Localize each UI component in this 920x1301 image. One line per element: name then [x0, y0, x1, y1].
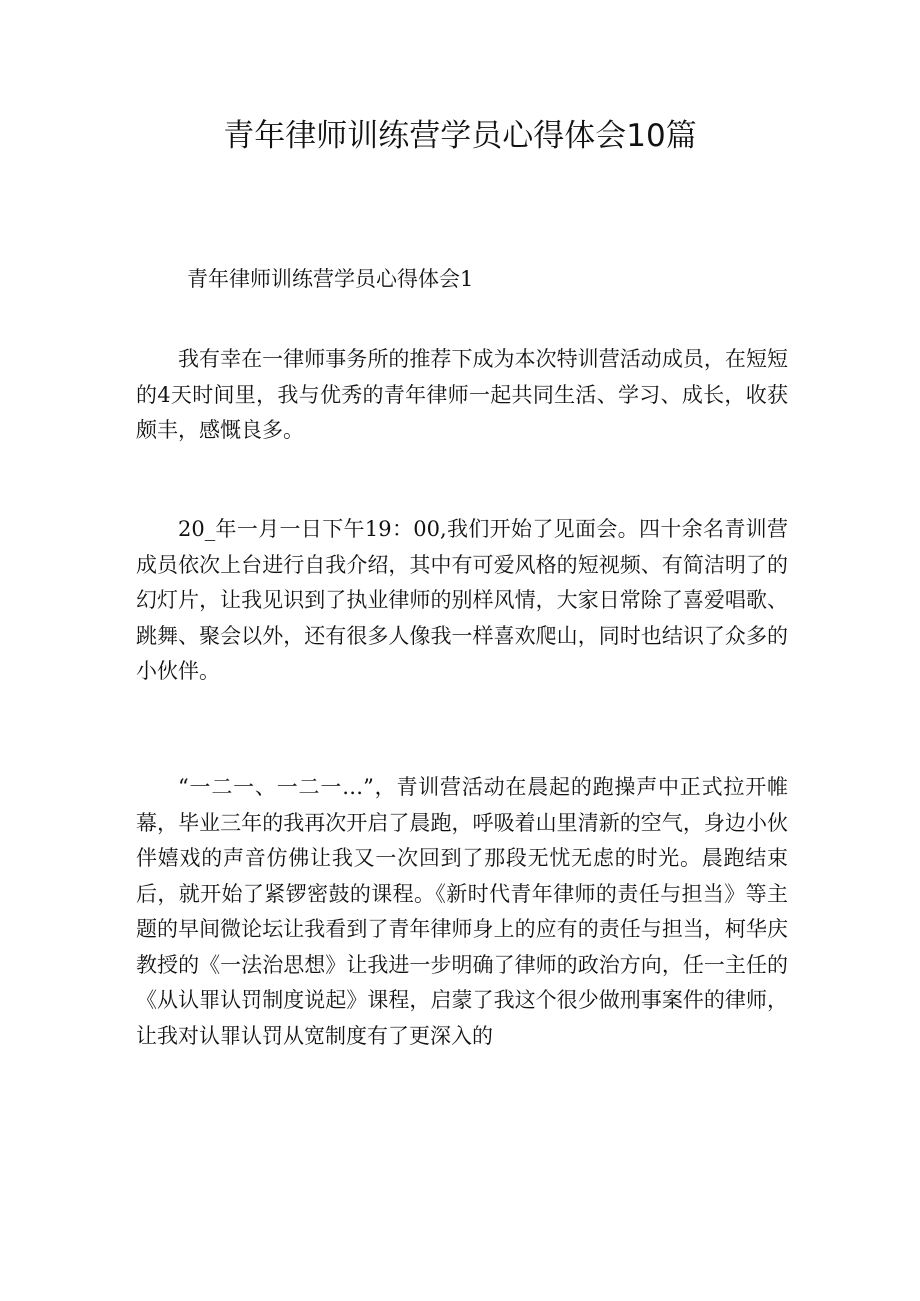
document-title: 青年律师训练营学员心得体会10篇: [223, 118, 697, 154]
paragraph-3: “一二一、一二一…”，青训营活动在晨起的跑操声中正式拉开帷幕，毕业三年的我再次开启了晨跑，呼吸着山里清新的空气，身边小伙伴嬉戏的声音仿佛让我又一次回到了那段无忧无虑的时光。晨跑结束后，就开始了紧锣密鼓的课程。《新时代青年律师的责任与担当》等主题的早间微论坛让我看到了青年律师身上的应有的责任与担当，柯华庆教授的《一法治思想》让我进一步明确了律师的政治方向，任一主任的《从认罪认罚制度说起》课程，启蒙了我这个很少做刑事案件的律师，让我对认罪认罚从宽制度有了更深入的: [136, 775, 788, 1048]
section-heading: 青年律师训练营学员心得体会1: [187, 267, 474, 291]
paragraph-2: 20_年一月一日下午19：00,我们开始了见面会。四十余名青训营成员依次上台进行自我介绍，其中有可爱风格的短视频、有简洁明了的幻灯片，让我见识到了执业律师的别样风情，大家日常除了喜爱唱歌、跳舞、聚会以外，还有很多人像我一样喜欢爬山，同时也结识了众多的小伙伴。: [136, 517, 788, 683]
paragraph-1: 我有幸在一律师事务所的推荐下成为本次特训营活动成员，在短短的4天时间里，我与优秀的青年律师一起共同生活、学习、成长，收获颇丰，感慨良多。: [136, 347, 788, 442]
